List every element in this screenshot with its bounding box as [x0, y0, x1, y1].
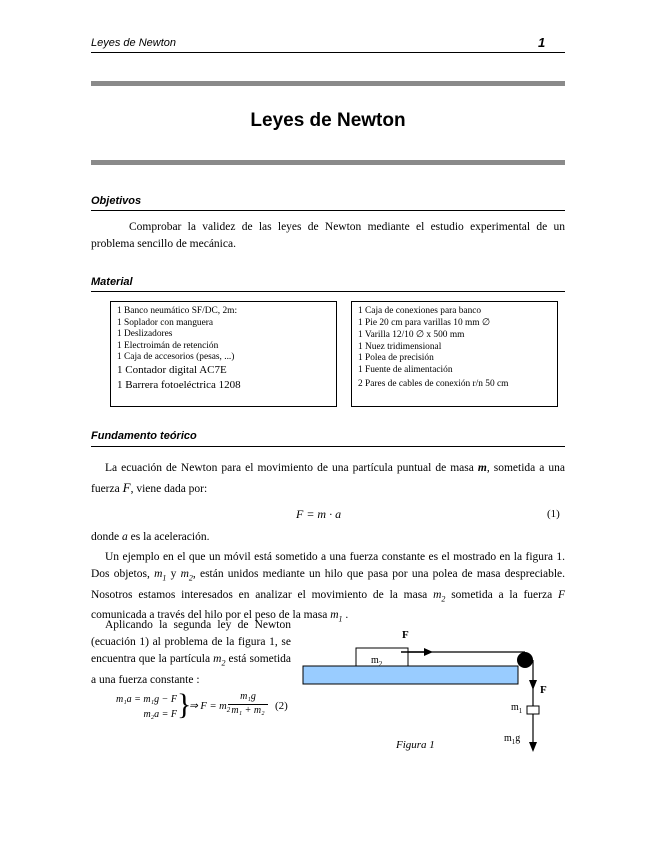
material-box-left [110, 301, 337, 407]
material-item: 1 Electroimán de retención [117, 340, 219, 351]
figure-label-m1g: $m_1g$ [504, 733, 521, 746]
fundamento-paragraph-1: La ecuación de Newton para el movimiento de una partícula puntual de masa m, sometida a una fuerza F, viene dada por: [91, 462, 565, 495]
material-item: 1 Nuez tridimensional [358, 341, 442, 352]
figure-label-m2: $m_2$ [371, 655, 383, 668]
material-item: 1 Deslizadores [117, 329, 173, 340]
page-title: Leyes de Newton [250, 110, 406, 131]
figure-1-diagram [296, 628, 564, 774]
material-item: 1 Banco neumático SF/DC, 2m: [117, 306, 238, 316]
section-heading-objetivos: Objetivos [91, 195, 142, 207]
pulley [517, 652, 533, 668]
material-item: 1 Soplador con manguera [117, 317, 214, 328]
section-rule-material [91, 291, 565, 292]
equation-2-result: ⇒ $F = m_2$ [189, 701, 231, 715]
figure-label-m1: $m_1$ [511, 702, 523, 715]
header-rule [91, 52, 565, 53]
force-arrow-vertical [529, 680, 537, 690]
material-item: 1 Pie 20 cm para varillas 10 mm ∅ [358, 317, 491, 328]
section-rule-fundamento [91, 446, 565, 447]
material-item: 1 Caja de accesorios (pesas, ...) [117, 352, 235, 363]
figure-label-f-top: F [402, 629, 409, 641]
equation-2-fraction: m₁g m₁ + m₂ [228, 691, 268, 717]
page-number: 1 [538, 35, 546, 50]
equation-2-brace: } [177, 688, 192, 721]
fundamento-paragraph-4: Aplicando la segunda ley de Newton (ecuación 1) al problema de la figura 1, se encuentra que la partícula $m_2$ está sometida a una fuerza constante : [91, 619, 292, 686]
equation-1: F = m · a [296, 507, 342, 521]
title-rule-bottom [91, 160, 565, 165]
equation-1-number: (1) [547, 508, 560, 520]
material-item: 2 Pares de cables de conexión r/n 50 cm [358, 378, 509, 389]
material-item: 1 Fuente de alimentación [358, 364, 453, 375]
equation-2-system: m₁a = m₁g − F m₂a = F [115, 694, 177, 720]
material-box-right [351, 301, 558, 407]
hanging-mass-m1 [527, 706, 539, 714]
section-heading-material: Material [91, 276, 133, 288]
figure-caption: Figura 1 [396, 739, 435, 751]
fundamento-paragraph-2: donde a es la aceleración. [91, 531, 210, 543]
material-item: 1 Contador digital AC7E [117, 363, 227, 376]
figure-label-f-side: F [540, 684, 547, 696]
section-heading-fundamento: Fundamento teórico [91, 430, 197, 442]
air-track [303, 666, 518, 684]
force-arrow-horizontal [424, 648, 433, 656]
material-item: 1 Polea de precisión [358, 353, 434, 364]
section-rule-objetivos [91, 210, 565, 211]
material-item: 1 Varilla 12/10 ∅ x 500 mm [358, 330, 465, 341]
material-item: 1 Caja de conexiones para banco [358, 306, 482, 316]
title-rule-top [91, 81, 565, 86]
fundamento-paragraph-3: Un ejemplo en el que un móvil está sometido a una fuerza constante es el mostrado en la figura 1. Dos objetos, $m_1$ y $m_2$, están unidos mediante un hilo que pasa por una polea de masa despreciable. Nosotros estamos interesados en analizar el movimiento de la masa $m_2$ sometida a la fuerza F comunicada a través del hilo por el peso de la masa $m_1$ . [91, 551, 566, 624]
weight-arrow-head [529, 742, 537, 752]
material-item: 1 Barrera fotoeléctrica 1208 [117, 378, 241, 391]
equation-2-number: (2) [275, 700, 288, 712]
running-title: Leyes de Newton [91, 37, 176, 49]
objetivos-text: Comprobar la validez de las leyes de Newton mediante el estudio experimental de un problema sencillo de mecánica. [91, 221, 565, 251]
